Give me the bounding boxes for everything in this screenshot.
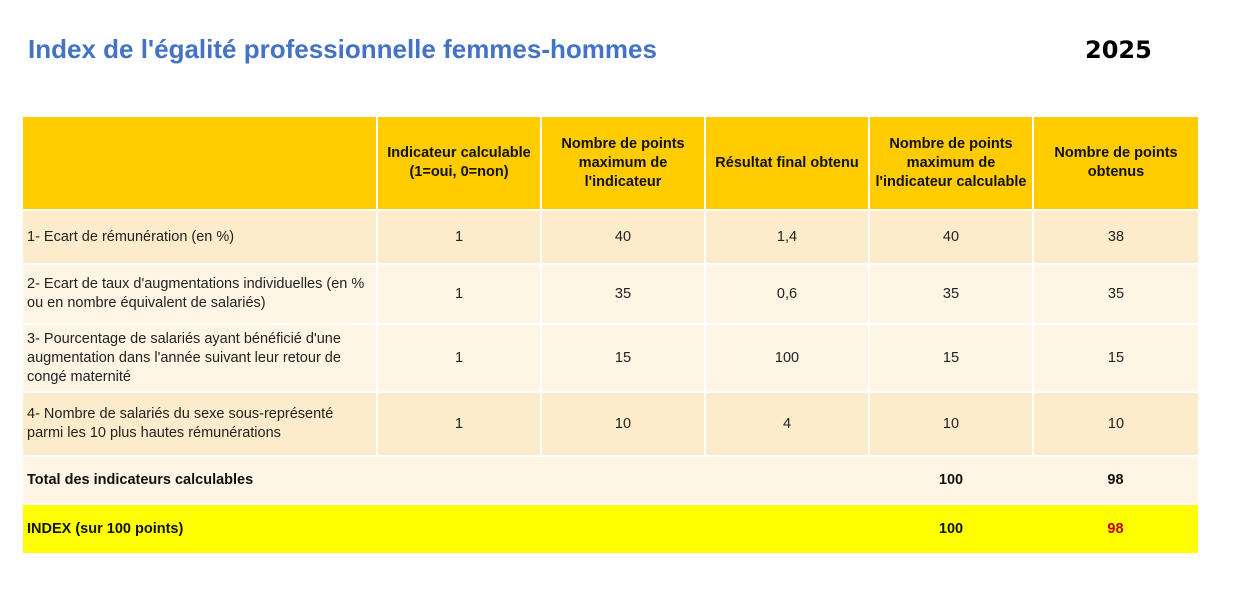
cell-result: 4 [705, 392, 869, 456]
cell-points: 10 [1033, 392, 1198, 456]
header-cell-calculable: Indicateur calculable (1=oui, 0=non) [377, 117, 541, 210]
index-label: INDEX (sur 100 points) [23, 504, 869, 553]
cell-result: 0,6 [705, 264, 869, 324]
row-label: 2- Ecart de taux d'augmentations individuelles (en % ou en nombre équivalent de salariés) [23, 264, 377, 324]
header-cell-max-points: Nombre de points maximum de l'indicateur [541, 117, 705, 210]
cell-calculable: 1 [377, 210, 541, 264]
cell-result: 1,4 [705, 210, 869, 264]
index-points: 98 [1033, 504, 1198, 553]
cell-result: 100 [705, 324, 869, 392]
cell-points: 15 [1033, 324, 1198, 392]
cell-calculable: 1 [377, 264, 541, 324]
cell-max-points: 10 [541, 392, 705, 456]
header-cell-max-calc: Nombre de points maximum de l'indicateur calculable [869, 117, 1033, 210]
index-max-calc: 100 [869, 504, 1033, 553]
table-row [23, 210, 1198, 264]
cell-max-calc: 40 [869, 210, 1033, 264]
cell-max-calc: 10 [869, 392, 1033, 456]
index-table [23, 117, 1198, 553]
total-max-calc: 100 [869, 456, 1033, 504]
page-title: Index de l'égalité professionnelle femmes-hommes [28, 34, 657, 64]
total-points: 98 [1033, 456, 1198, 504]
cell-max-points: 40 [541, 210, 705, 264]
cell-points: 38 [1033, 210, 1198, 264]
cell-calculable: 1 [377, 392, 541, 456]
table-header-row [23, 117, 1198, 210]
cell-calculable: 1 [377, 324, 541, 392]
cell-max-points: 35 [541, 264, 705, 324]
year-label: 2025 [1085, 36, 1152, 64]
header-cell-label [23, 117, 377, 210]
header-cell-points: Nombre de points obtenus [1033, 117, 1198, 210]
row-label: 3- Pourcentage de salariés ayant bénéficié d'une augmentation dans l'année suivant leur retour de congé maternité [23, 324, 377, 392]
total-row [23, 456, 1198, 504]
table-row [23, 392, 1198, 456]
row-label: 4- Nombre de salariés du sexe sous-représenté parmi les 10 plus hautes rémunérations [23, 392, 377, 456]
cell-max-points: 15 [541, 324, 705, 392]
total-label: Total des indicateurs calculables [23, 456, 869, 504]
cell-max-calc: 35 [869, 264, 1033, 324]
row-label: 1- Ecart de rémunération (en %) [23, 210, 377, 264]
index-row [23, 504, 1198, 553]
cell-points: 35 [1033, 264, 1198, 324]
table-row [23, 324, 1198, 392]
table-row [23, 264, 1198, 324]
cell-max-calc: 15 [869, 324, 1033, 392]
header-cell-result: Résultat final obtenu [705, 117, 869, 210]
